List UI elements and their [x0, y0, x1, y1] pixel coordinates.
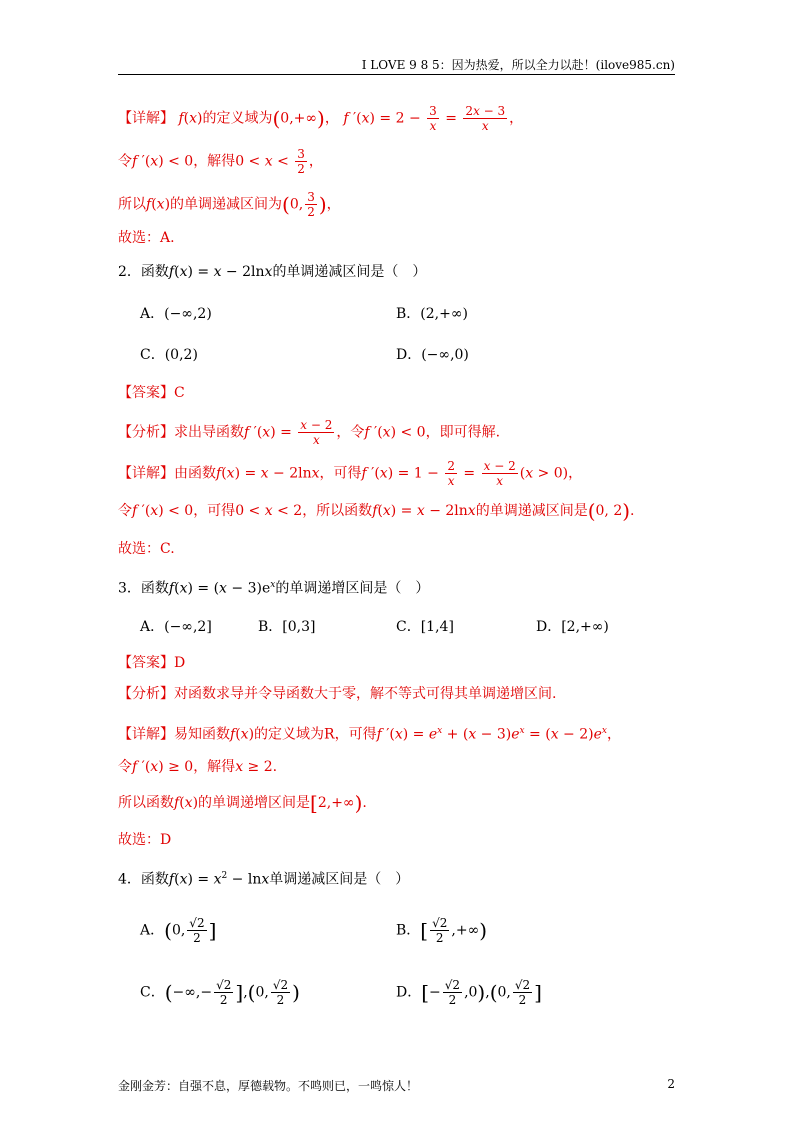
q2-answer-value: C [174, 385, 185, 401]
q3-option-b: B．[0,3] [258, 619, 316, 635]
answer-label: 【答案】 [118, 655, 174, 671]
q4-option-d: D．[− $\frac{√2}{2}$ ,0),(0, $\frac{√2}{2}$ ] [396, 978, 542, 1007]
q2-line-b: ，可得 [193, 503, 236, 519]
q2-option-a: A．(−∞,2) [140, 306, 212, 322]
q2-line-d: 的单调递减区间是 [475, 503, 588, 519]
q2-choose [118, 538, 675, 560]
q2-analysis: 【分析】求出导函数f ′(x) = $\frac{x - 2}{x}$ ，令f ′(x) < 0，即可得解. [118, 418, 501, 447]
q2-detail: 【详解】由函数f(x) = x − 2lnx，可得f ′(x) = 1 − $\frac{2}{x}$ = $\frac{x - 2}{x}$ (x > 0)， [118, 459, 583, 488]
q1-interval-text: 的单调递减区间为 [170, 196, 283, 213]
q3-line3-b: 的单调递增区间是 [198, 795, 311, 811]
q3-choose-value: D [160, 832, 172, 848]
q3-detail-b: 的定义域为R，可得 [254, 726, 377, 743]
q3-line2-b: ，解得 [193, 759, 236, 775]
q3-stem-a: 函数 [140, 580, 169, 597]
answer-label: 【答案】 [118, 385, 174, 401]
q4-option-b-label: B． [396, 922, 421, 939]
q3-answer [118, 652, 675, 674]
q2-option-c: C．(0,2) [140, 347, 198, 363]
choose-label: 故选： [118, 541, 160, 557]
q3-choose [118, 829, 675, 851]
q3-answer-value: D [174, 655, 186, 671]
q4-stem: 4．函数$f(x) = x^2 - \ln x$单调递减区间是（ ） [118, 871, 410, 888]
analysis-label: 【分析】 [118, 686, 174, 702]
q4-stem-b: 单调递减区间是（ ） [269, 871, 410, 888]
q4-option-c: C．(−∞,− $\frac{√2}{2}$ ],(0, $\frac{√2}{2}$ ) [140, 978, 300, 1007]
choose-label: 故选： [118, 832, 160, 848]
detail-label: 【详解】 [118, 465, 174, 482]
q3-analysis-text: 对函数求导并令导函数大于零，解不等式可得其单调递增区间. [174, 686, 557, 702]
q1-choose-value: A. [160, 230, 175, 246]
q2-option-b: B．(2,+∞) [396, 306, 468, 322]
q3-number: 3． [118, 580, 141, 597]
detail-label: 【详解】 [118, 726, 174, 743]
q2-analysis-b: ，令 [336, 424, 365, 441]
q2-stem-b: 的单调递减区间是（ ） [272, 264, 427, 280]
q4-option-b: B．[ $\frac{√2}{2}$ ,+∞) [396, 916, 488, 945]
q3-analysis [118, 683, 675, 705]
q2-analysis-a: 求出导函数 [174, 424, 244, 441]
q3-option-a: A．(−∞,2] [140, 619, 212, 635]
q2-line-c: ，所以函数 [302, 503, 373, 519]
q1-detail-line2: 令f ′(x) < 0，解得0 < x < $\frac{3}{2}$ ， [118, 147, 323, 176]
q2-choose-value: C. [160, 541, 175, 557]
q2-answer [118, 382, 675, 404]
q2-analysis-c: ，即可得解. [425, 424, 501, 441]
q2-detail-a: 由函数 [174, 465, 216, 482]
q3-detail-line2: 令f ′(x) ≥ 0，解得x ≥ 2. [118, 759, 278, 775]
q3-line3-a: 所以函数 [118, 795, 174, 811]
q3-line2-a: 令 [118, 759, 132, 775]
analysis-label: 【分析】 [118, 424, 174, 441]
q1-let-text: 令 [118, 153, 132, 170]
detail-label: 【详解】 [118, 110, 174, 127]
q2-stem: 2．函数f(x) = x − 2lnx的单调递减区间是（ ） [118, 264, 427, 280]
q3-detail-a: 易知函数 [174, 726, 230, 743]
q1-choose [118, 227, 675, 249]
q2-detail-b: ，可得 [319, 465, 362, 482]
q3-option-d: D．[2,+∞) [536, 619, 609, 635]
q4-option-a: A．(0, $\frac{√2}{2}$ ] [140, 916, 217, 945]
footer-motto: 金刚金芳：自强不息，厚德载物。不鸣则已，一鸣惊人！ [118, 1079, 419, 1093]
q1-detail-line3: 所以f(x)的单调递减区间为(0, $\frac{3}{2}$ )， [118, 190, 341, 219]
q2-detail-line2: 令f ′(x) < 0，可得0 < x < 2，所以函数f(x) = x − 2lnx的单调递减区间是(0, 2). [118, 499, 635, 523]
q2-option-d: D．(−∞,0) [396, 347, 469, 363]
q3-stem: 3．函数$f(x) = (x - 3)e^x$的单调递增区间是（ ） [118, 580, 430, 597]
q4-number: 4． [118, 871, 141, 888]
page-number: 2 [667, 1077, 675, 1091]
choose-label: 故选： [118, 230, 160, 246]
q1-solve-text: ，解得 [193, 153, 236, 170]
q1-so-text: 所以 [118, 196, 146, 213]
q4-option-a-label: A． [140, 922, 165, 939]
q1-detail-line1: 【详解】 f(x)的定义域为(0,+∞)， f ′(x) = 2 − $\frac{3}{x}$ = $\frac{2x - 3}{x}$ ， [118, 104, 524, 133]
q3-detail: 【详解】易知函数f(x)的定义域为R，可得f $'(x) = e^x + (x - 3)e^x = (x - 2)e^x$， [118, 726, 621, 743]
page-header: I LOVE 9 8 5：因为热爱，所以全力以赴！(ilove985.cn) [118, 56, 675, 75]
q4-stem-a: 函数 [140, 871, 169, 888]
q2-number: 2． [118, 264, 141, 280]
q3-stem-b: 的单调递增区间是（ ） [275, 580, 430, 597]
q3-option-c: C．[1,4] [396, 619, 454, 635]
q3-detail-line3: 所以函数f(x)的单调递增区间是[2,+∞). [118, 791, 367, 815]
q4-option-d-label: D． [396, 984, 422, 1001]
q4-option-c-label: C． [140, 984, 165, 1001]
q2-stem-a: 函数 [140, 264, 169, 280]
q1-domain-text: 的定义域为 [202, 110, 273, 127]
q2-line-a: 令 [118, 503, 132, 519]
